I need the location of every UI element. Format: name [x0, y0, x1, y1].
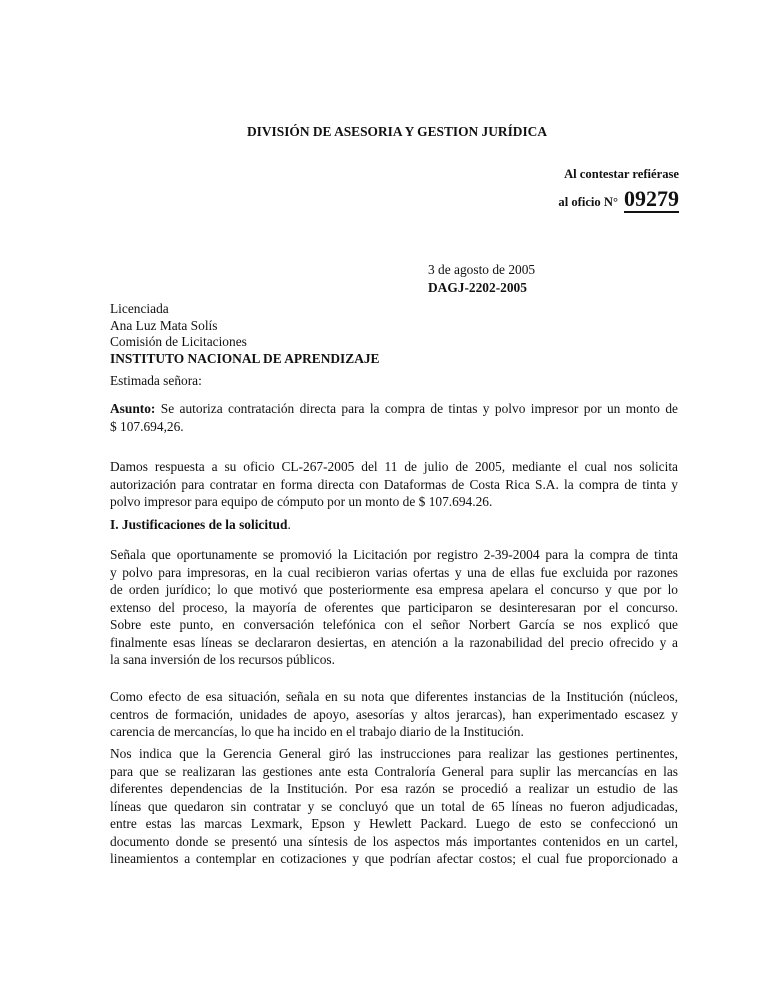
paragraph-response	[110, 458, 678, 511]
paragraph-line: extenso del proceso, la mayoría de oferentes que participaron se desinteresaran por el concurso.	[110, 599, 678, 615]
paragraph-line: la sana inversión de los recursos públicos.	[110, 652, 335, 667]
recipient-name: Ana Luz Mata Solís	[110, 317, 218, 333]
reference-office-line	[558, 187, 679, 213]
paragraph-background	[110, 546, 678, 669]
subject-line	[110, 400, 678, 418]
paragraph-line: carencia de mercancías, lo que ha incido en el trabajo diario de la Institución.	[110, 724, 524, 739]
paragraph-line: autorización para contratar en forma directa con Dataformas de Costa Rica S.A. la compra de tinta y	[110, 476, 678, 492]
paragraph-line: documento donde se presentó una síntesis de los aspectos más importantes contenidos en un cartel,	[110, 833, 678, 849]
salutation: Estimada señora:	[110, 373, 202, 388]
section-heading	[110, 516, 678, 534]
paragraph-line: Nos indica que la Gerencia General giró las instrucciones para realizar las gestiones pertinentes,	[110, 746, 678, 761]
paragraph-line: entre estas las marcas Lexmark, Epson y Hewlett Packard. Luego de esto se confeccionó un	[110, 816, 678, 831]
reference-block	[558, 165, 679, 213]
recipient-institution: INSTITUTO NACIONAL DE APRENDIZAJE	[110, 351, 380, 367]
paragraph-line: lineamientos a contemplar en cotizaciones y que podrían afectar costos; el cual fue proporcionado a	[110, 851, 678, 866]
reference-office-label: al oficio N°	[558, 195, 618, 209]
letter-date: 3 de agosto de 2005	[428, 262, 536, 277]
reference-number: 09279	[624, 186, 679, 211]
subject-paragraph	[110, 400, 678, 435]
paragraph-line: diferentes dependencias de la Institución. Por esa razón se procedió a realizar un estudio de las	[110, 781, 678, 796]
paragraph-line: Como efecto de esa situación, señala en su nota que diferentes instancias de la Institución (núcleos,	[110, 689, 678, 704]
paragraph-effects	[110, 688, 678, 741]
section-title-period: .	[287, 517, 291, 532]
section-title: I. Justificaciones de la solicitud	[110, 517, 288, 532]
letter-code: DAGJ-2202-2005	[428, 280, 527, 295]
subject-text: Se autoriza contratación directa para la compra de tintas y polvo impresor por un monto de	[155, 401, 678, 416]
paragraph-management	[110, 745, 678, 868]
paragraph-line: centros de formación, unidades de apoyo, asesorías y altos jerarcas), han experimentado escasez y	[110, 706, 678, 722]
paragraph-line: para que se realizaran las gestiones ante esta Contraloría General para suplir las mercancías en las	[110, 763, 678, 779]
recipient-department: Comisión de Licitaciones	[110, 334, 247, 350]
division-heading: DIVISIÓN DE ASESORIA Y GESTION JURÍDICA	[247, 124, 547, 139]
subject-line: $ 107.694,26.	[110, 418, 184, 434]
paragraph-line: y polvo para impresoras, en la cual recibieron varias ofertas y una de ellas fue excluida por razones	[110, 564, 678, 580]
date-block	[428, 261, 535, 297]
paragraph-line: Damos respuesta a su oficio CL-267-2005 del 11 de julio de 2005, mediante el cual nos solicita	[110, 459, 678, 474]
reference-instruction: Al contestar refiérase	[564, 167, 679, 181]
recipient-block	[110, 301, 380, 368]
paragraph-line: líneas que quedaron sin contratar y se concluyó que un total de 65 líneas no fueron adjudicadas,	[110, 798, 678, 814]
paragraph-line: Señala que oportunamente se promovió la Licitación por registro 2-39-2004 para la compra de tinta	[110, 547, 678, 562]
paragraph-line: polvo impresor para equipo de cómputo por un monto de $ 107.694.26.	[110, 494, 493, 509]
paragraph-line: Sobre este punto, en conversación telefónica con el señor Norbert García se nos explicó que	[110, 617, 678, 632]
recipient-title: Licenciada	[110, 301, 169, 316]
paragraph-line: de orden jurídico; lo que motivó que posteriormente esa empresa apelara el concurso y que por lo	[110, 582, 678, 597]
subject-label: Asunto:	[110, 401, 156, 416]
paragraph-line: finalmente esas líneas se declararon desiertas, en atención a la razonabilidad del precio ofrecido y a	[110, 634, 678, 650]
